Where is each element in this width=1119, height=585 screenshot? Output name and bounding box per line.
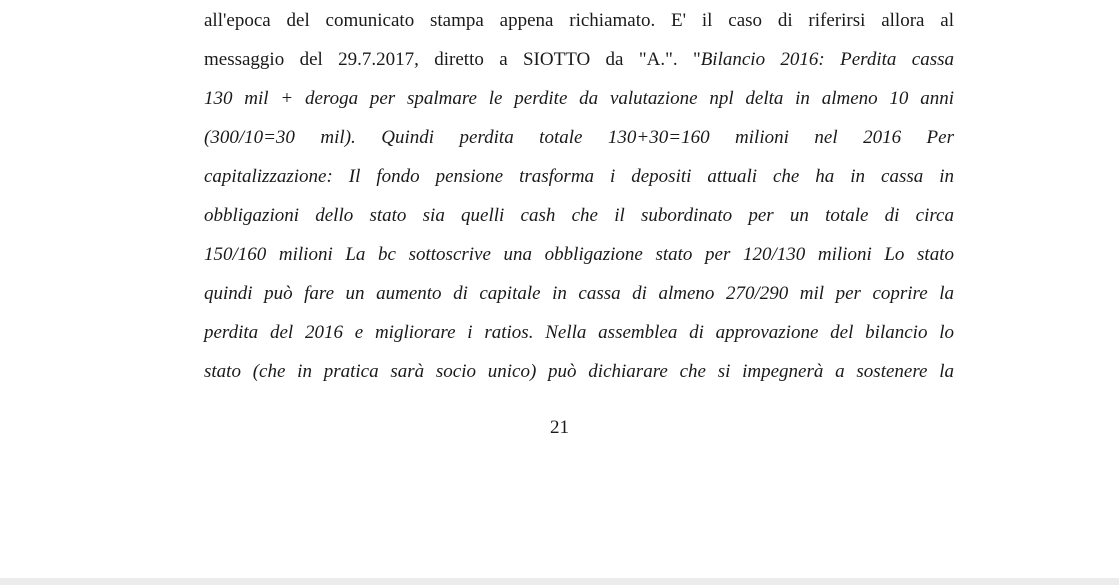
page-bottom-edge: [0, 578, 1119, 585]
quoted-message-text: 130 mil + deroga per spalmare le perdite da valutazione npl delta in almeno 10 anni: [204, 88, 954, 109]
text-line: [204, 240, 954, 279]
quoted-message-text: obbligazioni dello stato sia quelli cash che il subordinato per un totale di circa: [204, 205, 954, 226]
body-text-segment: messaggio del 29.7.2017, diretto a SIOTTO da "A.". ": [204, 49, 701, 70]
page-number: 21: [550, 417, 569, 438]
text-line: [204, 162, 954, 201]
text-line: [204, 84, 954, 123]
quoted-message-text: Bilancio 2016: Perdita cassa: [700, 49, 954, 70]
text-line: [204, 279, 954, 318]
quoted-message-text: 150/160 milioni La bc sottoscrive una obbligazione stato per 120/130 milioni Lo stato: [204, 244, 954, 265]
quoted-message-text: (300/10=30 mil). Quindi perdita totale 130+30=160 milioni nel 2016 Per: [204, 127, 954, 148]
body-text-segment: all'epoca del comunicato stampa appena richiamato. E' il caso di riferirsi allora al: [204, 10, 954, 31]
text-line: [204, 201, 954, 240]
text-line: [204, 6, 954, 45]
quoted-message-text: perdita del 2016 e migliorare i ratios. Nella assemblea di approvazione del bilancio lo: [204, 322, 954, 343]
body-text: [204, 6, 954, 396]
text-line: [204, 123, 954, 162]
text-line: [204, 318, 954, 357]
text-line: [204, 357, 954, 396]
text-line: [204, 45, 954, 84]
quoted-message-text: quindi può fare un aumento di capitale in cassa di almeno 270/290 mil per coprire la: [204, 283, 954, 304]
quoted-message-text: stato (che in pratica sarà socio unico) può dichiarare che si impegnerà a sostenere la: [204, 361, 954, 382]
quoted-message-text: capitalizzazione: Il fondo pensione trasforma i depositi attuali che ha in cassa in: [204, 166, 954, 187]
